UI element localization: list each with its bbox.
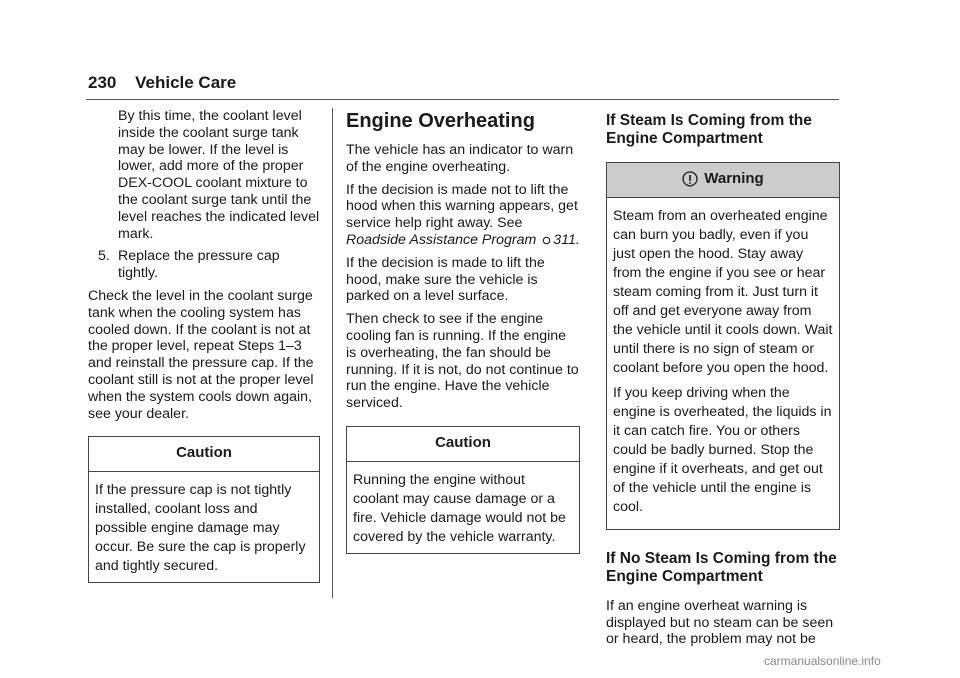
overheating-p2-text: If the decision is made not to lift the hood when this warning appears, get service help right away. See xyxy=(346,181,578,232)
overheating-p2 xyxy=(346,182,580,249)
caution-box-coolant xyxy=(346,426,580,554)
column-divider xyxy=(332,108,333,598)
engine-overheating-heading: Engine Overheating xyxy=(346,110,535,132)
warning-title: Warning xyxy=(704,170,764,187)
steam-heading: If Steam Is Coming from the Engine Compartment xyxy=(606,112,812,147)
warning-box-steam xyxy=(606,162,840,530)
caution-title: Caution xyxy=(347,427,579,462)
caution-box-pressure-cap xyxy=(88,436,320,583)
warning-text-2: If you keep driving when the engine is overheated, the liquids in it can catch fire. You or others could be badly burned. Stop the engine if it overheats, and get out of the vehicle until the engine is cool. xyxy=(613,384,832,515)
caution-text: If the pressure cap is not tightly installed, coolant loss and possible engine damage may occur. Be sure the cap is properly and tightly secured. xyxy=(95,482,306,575)
step-text: Replace the pressure cap tightly. xyxy=(118,248,280,282)
no-steam-heading: If No Steam Is Coming from the Engine Compartment xyxy=(606,549,837,585)
column-2 xyxy=(346,108,580,554)
overheating-p4: Then check to see if the engine cooling fan is running. If the engine is overheating, the fan should be running. If it is not, do not continue to run the engine. Have the vehicle serviced. xyxy=(346,311,579,412)
overheating-p3: If the decision is made to lift the hood, make sure the vehicle is parked on a level surface. xyxy=(346,254,545,305)
warning-icon xyxy=(682,171,698,187)
step-number: 5. xyxy=(98,248,110,265)
coolant-intro: By this time, the coolant level inside the coolant surge tank may be lower. If the level is lower, add more of the proper DEX-COOL coolant mixture to the coolant surge tank until the level reaches the indicated level mark. xyxy=(118,108,320,242)
page-header xyxy=(88,73,236,93)
roadside-assistance-link[interactable]: Roadside Assistance Program xyxy=(346,231,537,248)
section-title: Vehicle Care xyxy=(135,73,237,92)
warning-header xyxy=(607,163,839,198)
page-number: 230 xyxy=(88,73,117,92)
caution-title: Caution xyxy=(89,437,319,472)
coolant-check-paragraph: Check the level in the coolant surge tank when the cooling system has cooled down. If the coolant is not at the proper level, repeat Steps 1–3 and reinstall the pressure cap. If the coolant still is not at the proper level when the system cools down again, see your dealer. xyxy=(88,287,314,422)
no-steam-p1: If an engine overheat warning is displayed but no steam can be seen or heard, the problem may not be xyxy=(606,597,834,648)
watermark: carmanualsonline.info xyxy=(764,654,881,668)
column-3 xyxy=(606,108,840,654)
header-rule xyxy=(86,99,839,100)
warning-body xyxy=(607,198,839,529)
caution-text: Running the engine without coolant may cause damage or a fire. Vehicle damage would not be covered by the vehicle warranty. xyxy=(353,471,566,545)
column-1 xyxy=(88,108,320,583)
page-reference-icon xyxy=(542,236,551,245)
overheating-p1: The vehicle has an indicator to warn of the engine overheating. xyxy=(346,142,574,175)
roadside-assistance-page[interactable]: 311. xyxy=(553,231,580,248)
warning-text-1: Steam from an overheated engine can burn you badly, even if you just open the hood. Stay away from the engine if you see or hear steam coming from it. Just turn it off and get everyone away from the vehicle until it cools down. Wait until there is no sign of steam or coolant before you open the hood. xyxy=(613,207,833,376)
step-5 xyxy=(88,248,320,282)
